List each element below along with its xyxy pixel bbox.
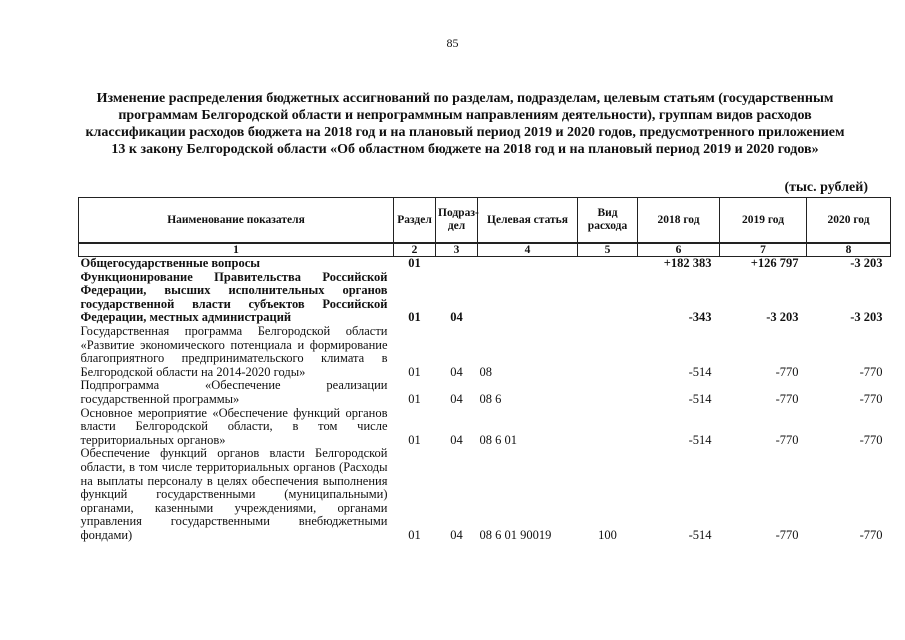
row-2019: -770 [775,527,799,542]
header-type: Вид расхода [578,198,638,244]
row-target: 08 6 01 [479,432,517,447]
row-type [578,257,638,271]
column-number: 2 [394,243,436,257]
row-target [478,257,578,271]
table-row [79,257,891,271]
column-number: 7 [720,243,807,257]
table-row [79,325,891,379]
row-type [578,379,638,406]
row-name: Основное мероприятие «Обеспечение функций органов власти Белгородской области, в том числе территориальных органов» [80,405,388,447]
row-2020: -3 203 [850,256,883,270]
page-number: 85 [446,36,459,50]
row-2020: -3 203 [850,310,883,325]
header-row [79,198,891,244]
row-name: Обеспечение функций органов власти Белгородской области, в том числе территориальных органов (Расходы на выплаты персоналу в целях обеспечения выполнения функций государственными (муниципальными) органами, казенными учреждениями, органами управления государственными внебюджетными фондами) [80,446,388,542]
row-2020: -770 [859,432,883,447]
column-number-row [79,243,891,257]
units-label: (тыс. рублей) [784,180,868,195]
header-section: Раздел [394,198,436,244]
row-2018: -514 [688,364,712,379]
row-2018: -514 [688,527,712,542]
header-target: Целевая статья [478,198,578,244]
row-2018: +182 383 [663,256,712,270]
row-type: 100 [598,527,617,542]
row-type [578,407,638,448]
row-subsection: 04 [450,432,463,447]
row-name: Общегосударственные вопросы [80,256,261,270]
row-subsection: 04 [450,527,463,542]
header-2019: 2019 год [720,198,807,244]
row-2019: -770 [775,432,799,447]
table-row [79,407,891,448]
column-number: 8 [807,243,891,257]
column-number: 3 [436,243,478,257]
row-target: 08 6 [479,391,502,406]
row-2019: -3 203 [766,310,799,325]
row-target: 08 6 01 90019 [479,527,552,542]
row-section: 01 [408,310,421,325]
column-number: 5 [578,243,638,257]
row-section: 01 [408,432,421,447]
row-2018: -514 [688,432,712,447]
row-2019: +126 797 [750,256,799,270]
table-row [79,379,891,406]
header-2020: 2020 год [807,198,891,244]
row-section: 01 [408,391,421,406]
column-number: 1 [79,243,394,257]
row-section: 01 [408,527,421,542]
header-subsection: Подраз-дел [436,198,478,244]
table-row [79,447,891,542]
row-target [478,271,578,325]
column-number: 4 [478,243,578,257]
row-subsection: 04 [450,364,463,379]
row-name: Государственная программа Белгородской области «Развитие экономического потенциала и формирование благоприятного предпринимательского климата в Белгородской области на 2014-2020 годы» [80,323,388,379]
row-2020: -770 [859,527,883,542]
row-type [578,325,638,379]
budget-table [78,197,891,542]
row-subsection: 04 [450,391,463,406]
row-section: 01 [408,256,421,270]
row-subsection [436,257,478,271]
row-name: Функционирование Правительства Российской Федерации, высших исполнительных органов государственной власти субъектов Российской Федерации, местных администраций [80,269,388,325]
row-2018: -514 [688,391,712,406]
row-target: 08 [479,364,492,379]
row-name: Подпрограмма «Обеспечение реализации государственной программы» [80,378,388,406]
header-2018: 2018 год [638,198,720,244]
row-2018: -343 [688,310,712,325]
row-section: 01 [408,364,421,379]
row-2019: -770 [775,391,799,406]
table-row [79,271,891,325]
row-2020: -770 [859,391,883,406]
header-name: Наименование показателя [79,198,394,244]
row-2019: -770 [775,364,799,379]
document-title: Изменение распределения бюджетных ассигнований по разделам, подразделам, целевым статьям (государственным программам Белгородской области и непрограммным направлениям деятельности), группам видов расходов классификации расходов бюджета на 2018 год и на плановый период 2019 и 2020 годов, предусмотренного приложением 13 к закону Белгородской области «Об областном бюджете на 2018 год и на плановый период 2019 и 2020 годов» [85,91,845,157]
row-2020: -770 [859,364,883,379]
row-type [578,271,638,325]
row-subsection: 04 [450,310,463,325]
column-number: 6 [638,243,720,257]
